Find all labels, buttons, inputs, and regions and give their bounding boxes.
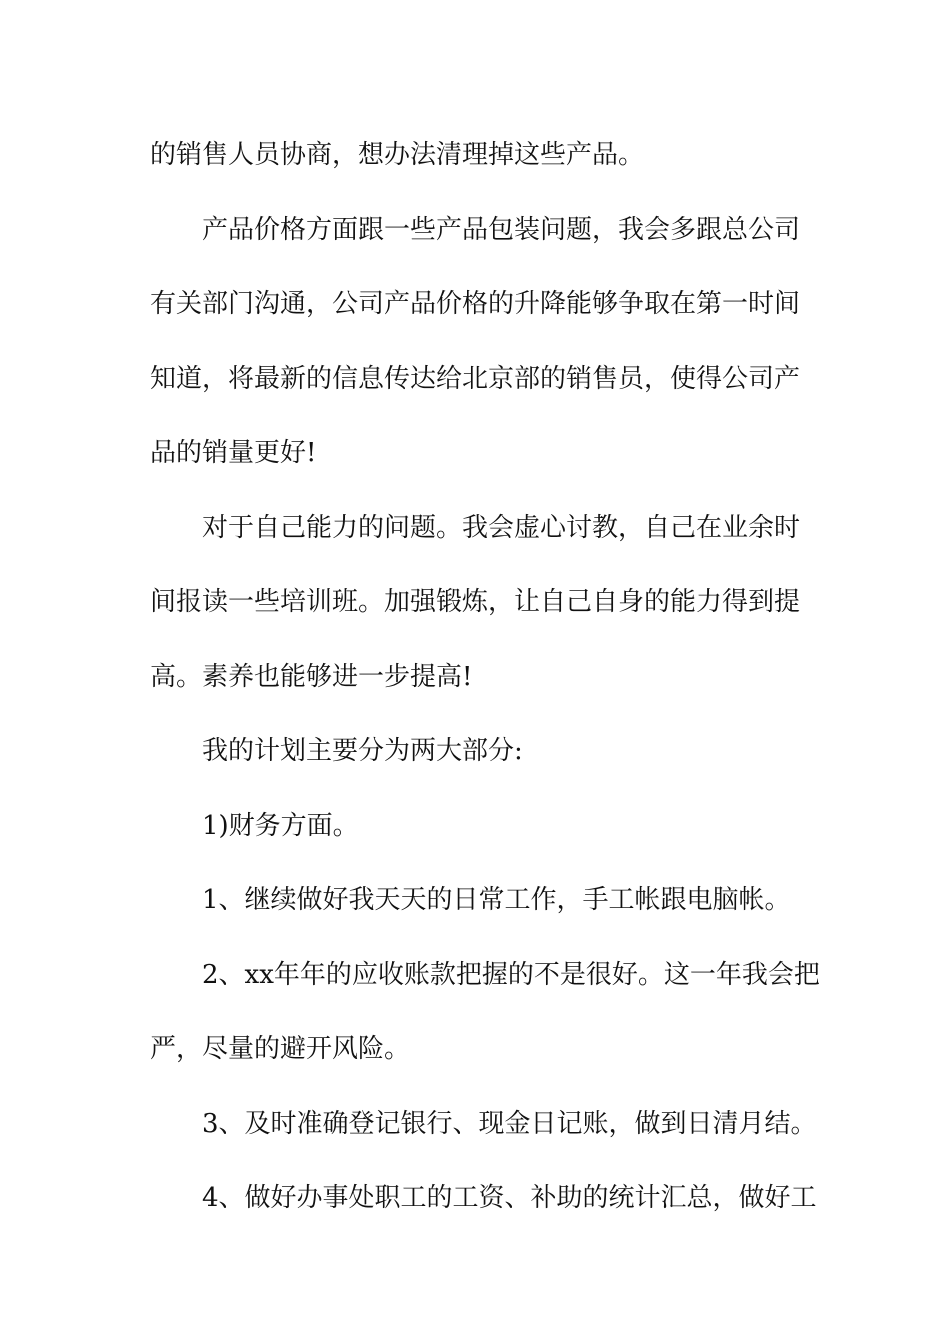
text-line: 严，尽量的避开风险。 (150, 1034, 411, 1064)
text-line: 我的计划主要分为两大部分: (202, 736, 523, 766)
text-line: 对于自己能力的问题。我会虚心讨教，自己在业余时 (202, 512, 801, 543)
text-line: 品的销量更好! (150, 438, 317, 468)
text-line: 1)财务方面。 (202, 810, 359, 841)
text-line: 1、继续做好我天天的日常工作，手工帐跟电脑帐。 (202, 885, 791, 915)
text-line: 高。素养也能够进一步提高! (150, 661, 473, 692)
text-line: 3、及时准确登记银行、现金日记账，做到日清月结。 (202, 1108, 817, 1139)
text-line: 2、xx年年的应收账款把握的不是很好。这一年我会把 (202, 959, 820, 990)
document-body (150, 118, 820, 1236)
text-line: 4、做好办事处职工的工资、补助的统计汇总，做好工 (202, 1183, 817, 1213)
text-line: 产品价格方面跟一些产品包装问题，我会多跟总公司 (202, 214, 801, 245)
text-line: 的销售人员协商，想办法清理掉这些产品。 (150, 140, 645, 170)
text-line: 有关部门沟通，公司产品价格的升降能够争取在第一时间 (150, 289, 801, 319)
text-line: 间报读一些培训班。加强锻炼，让自己自身的能力得到提 (150, 587, 801, 617)
text-line: 知道，将最新的信息传达给北京部的销售员，使得公司产 (150, 363, 801, 394)
